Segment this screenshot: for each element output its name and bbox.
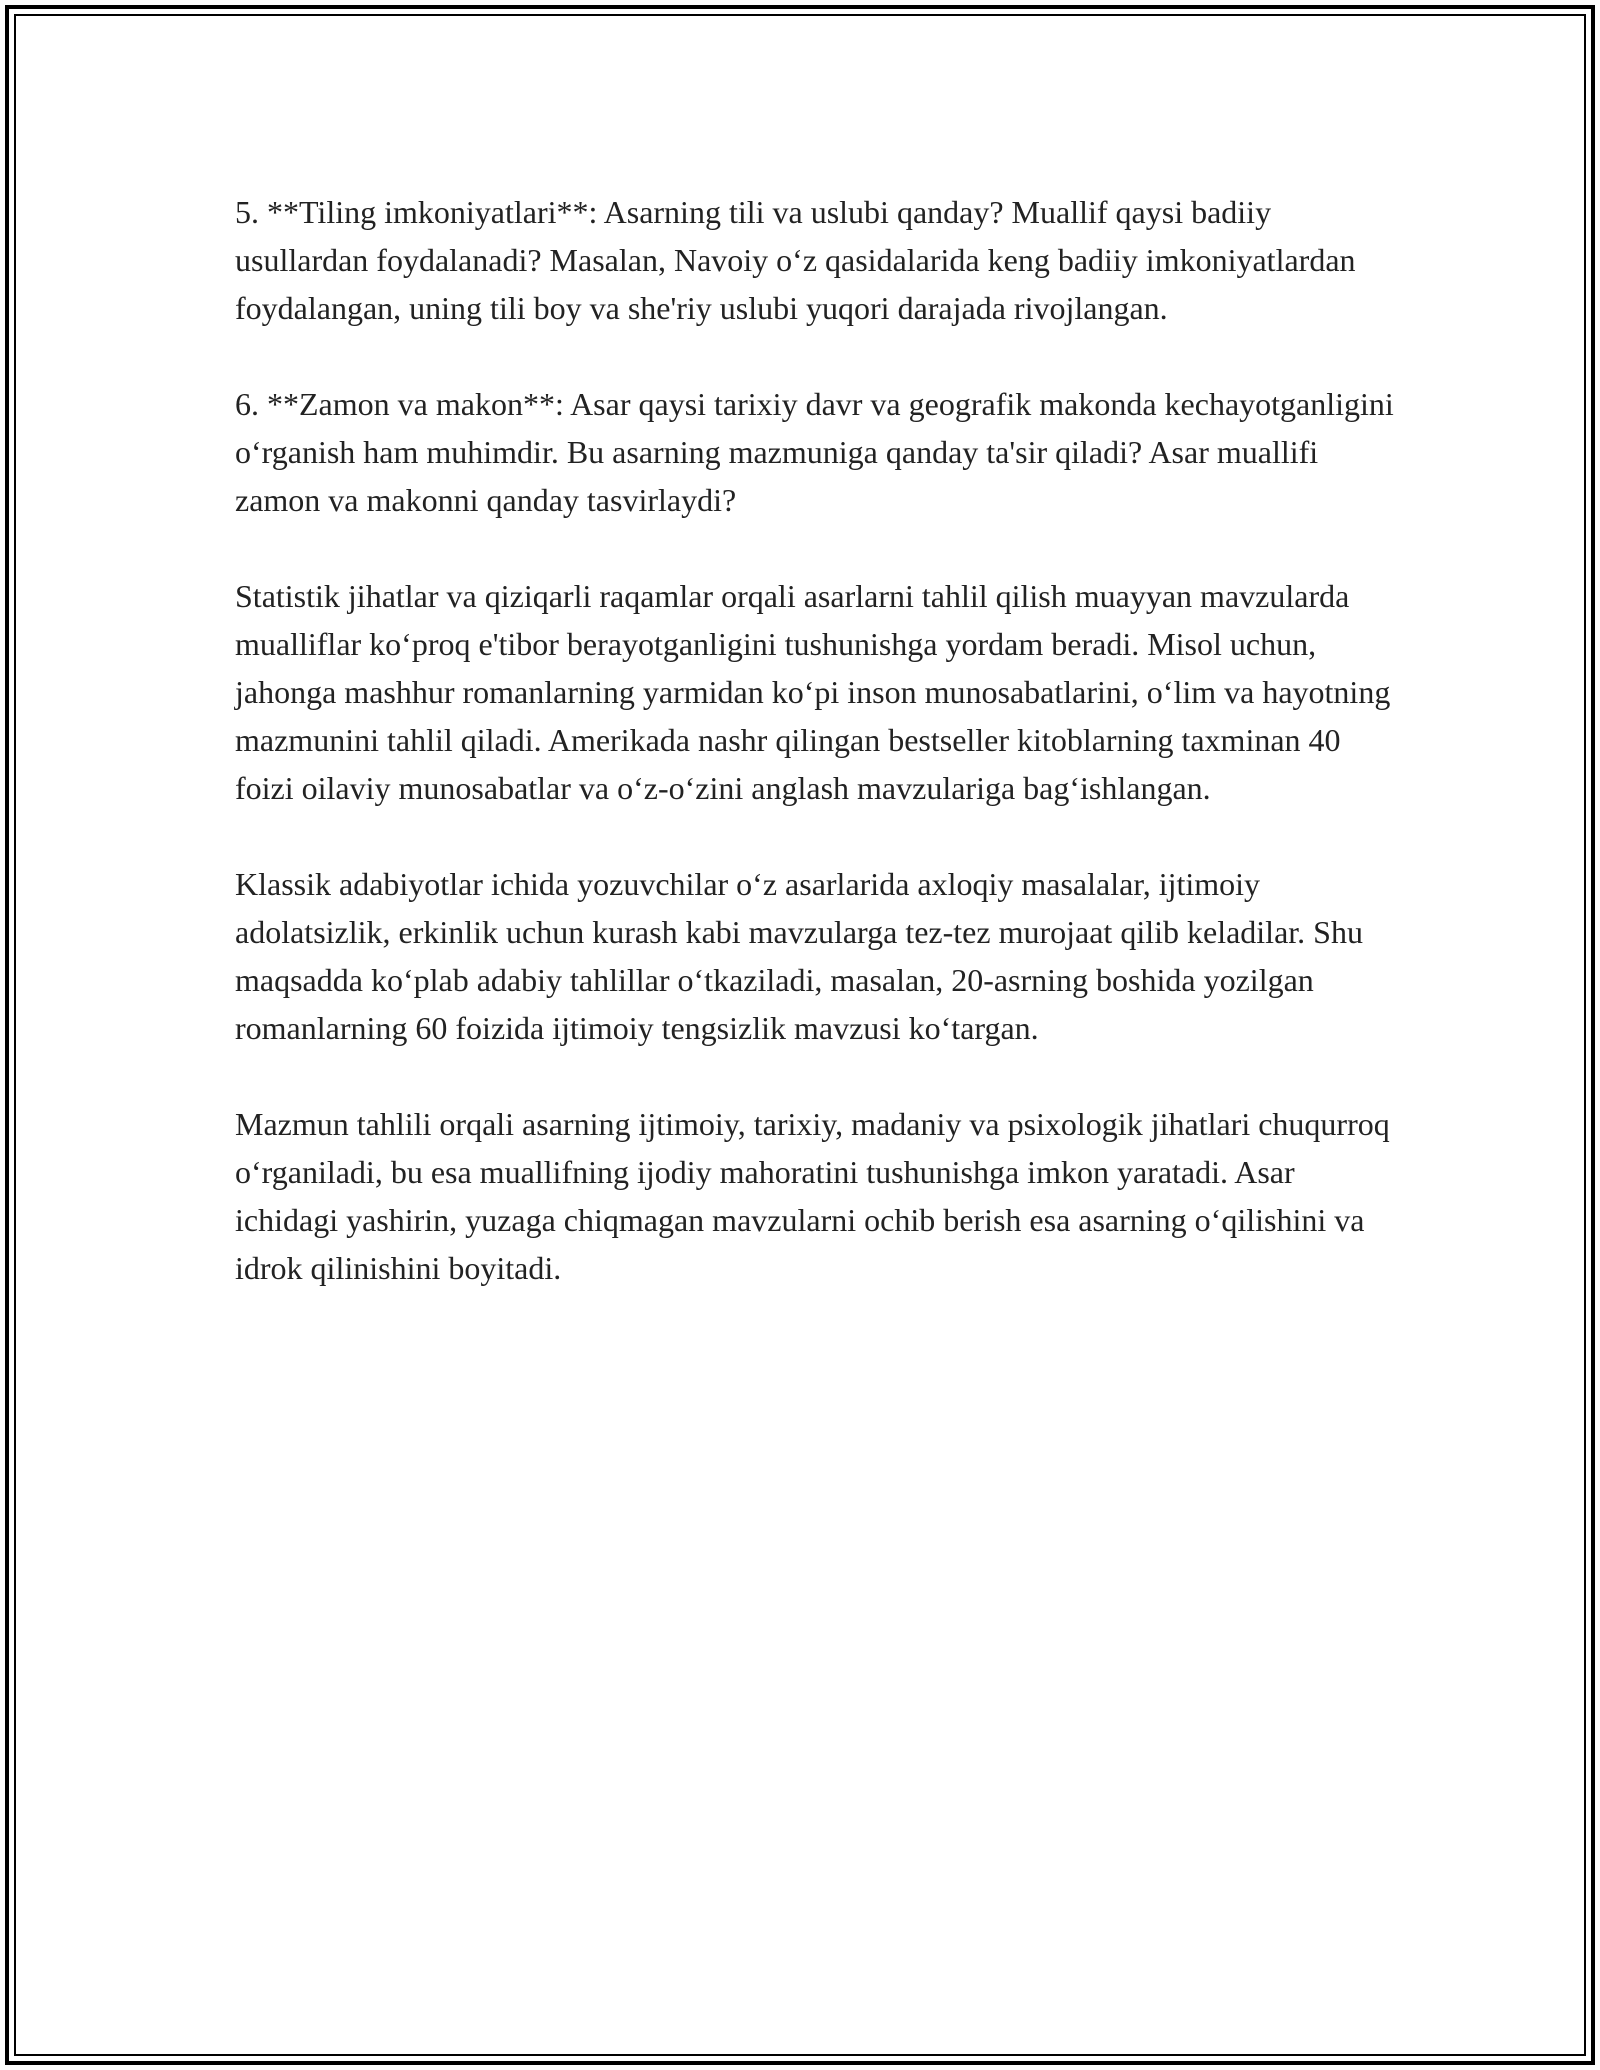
paragraph-zamon-va-makon: 6. **Zamon va makon**: Asar qaysi tarixiy davr va geografik makonda kechayotganligini o‘rganish ham muhimdir. Bu asarning mazmuniga qanday ta'sir qiladi? Asar muallifi zamon va makonni qanday tasvirlaydi?: [235, 386, 1394, 518]
paragraph-tiling-imkoniyatlari: 5. **Tiling imkoniyatlari**: Asarning tili va uslubi qanday? Muallif qaysi badiiy usullardan foydalanadi? Masalan, Navoiy o‘z qasidalarida keng badiiy imkoniyatlardan foydalangan, uning tili boy va she'riy uslubi yuqori darajada rivojlangan.: [235, 194, 1356, 326]
paragraph-mazmun-tahlili: Mazmun tahlili orqali asarning ijtimoiy, tarixiy, madaniy va psixologik jihatlari chuqurroq o‘rganiladi, bu esa muallifning ijodiy mahoratini tushunishga imkon yaratadi. Asar ichidagi yashirin, yuzaga chiqmagan mavzularni ochib berish esa asarning o‘qilishini va idrok qilinishini boyitadi.: [235, 1106, 1390, 1286]
paragraph-klassik-adabiyotlar: Klassik adabiyotlar ichida yozuvchilar o‘z asarlarida axloqiy masalalar, ijtimoiy adolatsizlik, erkinlik uchun kurash kabi mavzularga tez-tez murojaat qilib keladilar. Shu maqsadda ko‘plab adabiy tahlillar o‘tkaziladi, masalan, 20-asrning boshida yozilgan romanlarning 60 foizida ijtimoiy tengsizlik mavzusi ko‘targan.: [235, 866, 1363, 1046]
document-body: [235, 188, 1395, 1340]
paragraph-statistik-jihatlar: Statistik jihatlar va qiziqarli raqamlar orqali asarlarni tahlil qilish muayyan mavzularda mualliflar ko‘proq e'tibor berayotganligini tushunishga yordam beradi. Misol uchun, jahonga mashhur romanlarning yarmidan ko‘pi inson munosabatlarini, o‘lim va hayotning mazmunini tahlil qiladi. Amerikada nashr qilingan bestseller kitoblarning taxminan 40 foizi oilaviy munosabatlar va o‘z-o‘zini anglash mavzulariga bag‘ishlangan.: [235, 578, 1391, 806]
